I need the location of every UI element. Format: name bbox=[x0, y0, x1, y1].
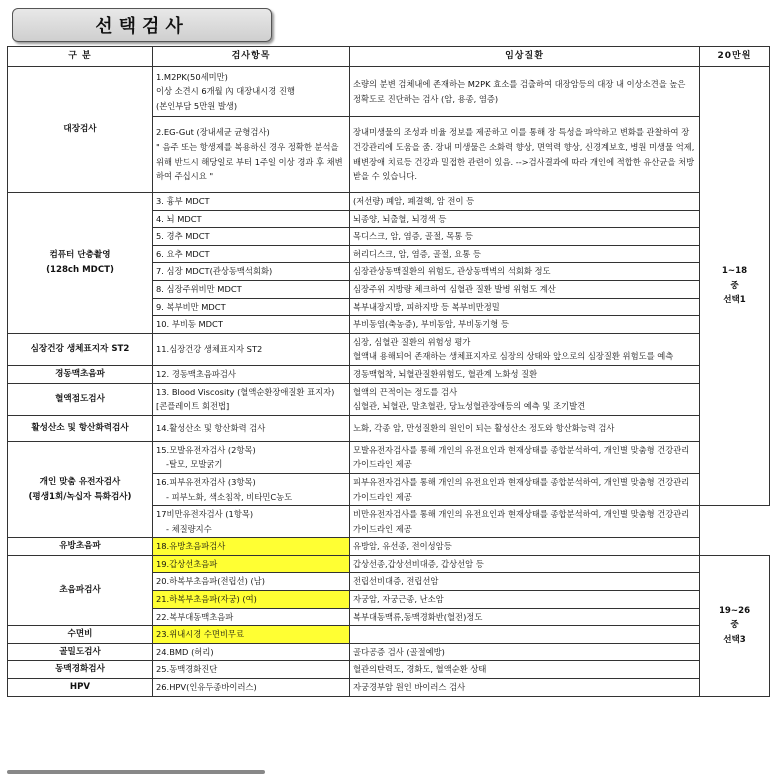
item-cell: 5. 경추 MDCT bbox=[153, 228, 350, 246]
table-row bbox=[8, 679, 770, 697]
category-ct: 컴퓨터 단층촬영 (128ch MDCT) bbox=[8, 193, 153, 334]
item-cell: 15.모발유전자검사 (2항목) -탈모, 모발굵기 bbox=[153, 441, 350, 473]
category-carotid: 경동맥초음파 bbox=[8, 365, 153, 383]
item-cell: 3. 흉부 MDCT bbox=[153, 193, 350, 211]
category-breast: 유방초음파 bbox=[8, 538, 153, 556]
clinical-cell: 전립선비대증, 전립선암 bbox=[350, 573, 700, 591]
item-cell: 18.유방초음파검사 bbox=[153, 538, 350, 556]
category-bmd: 골밀도검사 bbox=[8, 643, 153, 661]
bottom-divider bbox=[7, 770, 265, 774]
table-row bbox=[8, 441, 770, 473]
item-cell: 8. 심장주위비만 MDCT bbox=[153, 280, 350, 298]
category-hpv: HPV bbox=[8, 679, 153, 697]
clinical-cell: 자궁암, 자궁근종, 난소암 bbox=[350, 591, 700, 609]
clinical-cell: 부비동염(축농증), 부비동암, 부비동기형 등 bbox=[350, 316, 700, 334]
item-cell: 1.M2PK(50세미만) 이상 소견시 6개월 內 대장내시경 진행 (본인부담 5만원 발생) bbox=[153, 67, 350, 117]
item-cell: 6. 요추 MDCT bbox=[153, 245, 350, 263]
clinical-cell: 노화, 각종 암, 만성질환의 원인이 되는 활성산소 정도와 항산화능력 검사 bbox=[350, 415, 700, 441]
clinical-cell: 혈관의탄력도, 경화도, 혈액순환 상태 bbox=[350, 661, 700, 679]
item-cell: 16.피부유전자검사 (3항목) - 피부노화, 색소침착, 비타민C농도 bbox=[153, 473, 350, 505]
clinical-cell: 심장, 심혈관 질환의 위험성 평가 혈액내 용해되어 존재하는 생체표지자로 심장의 상태와 앞으로의 심장질환 위험도를 예측 bbox=[350, 333, 700, 365]
clinical-cell: 갑상선종,갑상선비대증, 갑상선암 등 bbox=[350, 555, 700, 573]
item-cell: 7. 심장 MDCT(관상동맥석회화) bbox=[153, 263, 350, 281]
category-sleep: 수면비 bbox=[8, 626, 153, 644]
clinical-cell: 소량의 분변 검체내에 존재하는 M2PK 효소를 검출하여 대장암등의 대장 내 이상소견을 높은 정확도로 진단하는 검사 (암, 용종, 염증) bbox=[350, 67, 700, 117]
table-row bbox=[8, 365, 770, 383]
table-row bbox=[8, 333, 770, 365]
category-ultrasound: 초음파검사 bbox=[8, 555, 153, 625]
item-cell: 13. Blood Viscosity (혈액순환장애질환 표지자) [콘플레이트 회전법] bbox=[153, 383, 350, 415]
header-clinical: 임상질환 bbox=[350, 47, 700, 67]
header-category: 구 분 bbox=[8, 47, 153, 67]
item-cell: 21.하복부초음파(자궁) (여) bbox=[153, 591, 350, 609]
item-cell: 9. 복부비만 MDCT bbox=[153, 298, 350, 316]
table-row bbox=[8, 193, 770, 211]
clinical-cell: 경동맥협착, 뇌혈관질환위험도, 혈관계 노화성 질환 bbox=[350, 365, 700, 383]
clinical-cell: 유방암, 유선종, 전이성암등 bbox=[350, 538, 700, 556]
page-title: 선택검사 bbox=[12, 8, 272, 42]
item-cell: 19.갑상선초음파 bbox=[153, 555, 350, 573]
table-row bbox=[8, 555, 770, 573]
table-row bbox=[8, 626, 770, 644]
clinical-cell: 자궁경부암 원인 바이러스 검사 bbox=[350, 679, 700, 697]
optional-exam-table bbox=[7, 46, 770, 697]
clinical-cell: 피부유전자검사를 통해 개인의 유전요인과 현재상태를 종합분석하여, 개인별 맞춤형 건강관리 가이드라인 제공 bbox=[350, 473, 700, 505]
category-colon: 대장검사 bbox=[8, 67, 153, 193]
item-cell: 11.심장건강 생체표지자 ST2 bbox=[153, 333, 350, 365]
item-cell: 23.위내시경 수면비무료 bbox=[153, 626, 350, 644]
clinical-cell: 뇌종양, 뇌출혈, 뇌경색 등 bbox=[350, 210, 700, 228]
category-blood: 혈액점도검사 bbox=[8, 383, 153, 415]
clinical-cell: 복부내장지방, 피하지방 등 복부비만정밀 bbox=[350, 298, 700, 316]
clinical-cell: 허리디스크, 암, 염증, 골절, 요통 등 bbox=[350, 245, 700, 263]
header-price: 20만원 bbox=[700, 47, 770, 67]
clinical-cell: (저선량) 폐암, 폐결핵, 암 전이 등 bbox=[350, 193, 700, 211]
clinical-cell: 혈액의 끈적이는 정도를 검사 심혈관, 뇌혈관, 말초혈관, 당뇨성혈관장애등의 예측 및 조기발견 bbox=[350, 383, 700, 415]
item-cell: 26.HPV(인유두종바이러스) bbox=[153, 679, 350, 697]
clinical-cell: 장내미생물의 조성과 비율 정보를 제공하고 이를 통해 장 특성을 파악하고 변화를 관찰하여 장 건강관리에 도움을 줌. 장내 미생물은 소화력 향상, 면역력 향상, 신경계보호, 병원 미생물 억제, 배변장애 치료등 건강과 밀접한 관련이 있음. -->검사결과에 따라 개인에 적합한 유산균을 처방받을 수 있습니다. bbox=[350, 117, 700, 193]
category-oxidation: 활성산소 및 항산화력검사 bbox=[8, 415, 153, 441]
clinical-cell: 비만유전자검사를 통해 개인의 유전요인과 현재상태를 종합분석하여, 개인별 맞춤형 건강관리 가이드라인 제공 bbox=[350, 506, 700, 538]
clinical-cell: 심장주위 지방량 체크하여 심혈관 질환 발병 위험도 계산 bbox=[350, 280, 700, 298]
item-cell: 12. 경동맥초음파검사 bbox=[153, 365, 350, 383]
price-group-2: 19~26 중 선택3 bbox=[700, 555, 770, 696]
item-cell: 22.복부대동맥초음파 bbox=[153, 608, 350, 626]
table-row bbox=[8, 383, 770, 415]
price-group-1: 1~18 중 선택1 bbox=[700, 67, 770, 506]
item-cell: 24.BMD (허리) bbox=[153, 643, 350, 661]
clinical-cell: 목디스크, 암, 염증, 골절, 목통 등 bbox=[350, 228, 700, 246]
header-items: 검사항목 bbox=[153, 47, 350, 67]
item-cell: 10. 부비동 MDCT bbox=[153, 316, 350, 334]
category-artery: 동맥경화검사 bbox=[8, 661, 153, 679]
table-header bbox=[8, 47, 770, 67]
item-cell: 4. 뇌 MDCT bbox=[153, 210, 350, 228]
clinical-cell: 모발유전자검사를 통해 개인의 유전요인과 현재상태를 종합분석하여, 개인별 맞춤형 건강관리 가이드라인 제공 bbox=[350, 441, 700, 473]
item-cell: 17비만유전자검사 (1항목) - 체질량지수 bbox=[153, 506, 350, 538]
table-row bbox=[8, 67, 770, 117]
item-cell: 14.활성산소 및 항산화력 검사 bbox=[153, 415, 350, 441]
table-row bbox=[8, 661, 770, 679]
clinical-cell: 골다공증 검사 (골절예방) bbox=[350, 643, 700, 661]
item-cell: 25.동맥경화진단 bbox=[153, 661, 350, 679]
category-gene: 개인 맞춤 유전자검사 (평생1회/녹십자 특화검사) bbox=[8, 441, 153, 538]
clinical-cell: 심장관상동맥질환의 위험도, 관상동맥벽의 석회화 정도 bbox=[350, 263, 700, 281]
table-row bbox=[8, 415, 770, 441]
table-row bbox=[8, 538, 770, 556]
clinical-cell: 복부대동맥류,동맥경화반(혈전)정도 bbox=[350, 608, 700, 626]
table-row bbox=[8, 643, 770, 661]
item-cell: 20.하복부초음파(전립선) (남) bbox=[153, 573, 350, 591]
clinical-cell bbox=[350, 626, 700, 644]
category-heart: 심장건강 생체표지자 ST2 bbox=[8, 333, 153, 365]
item-cell: 2.EG-Gut (장내세균 균형검사) " 음주 또는 항생제를 복용하신 경우 정확한 분석을 위해 반드시 해당일로 부터 1주일 이상 경과 후 채변하여 주십시요 " bbox=[153, 117, 350, 193]
